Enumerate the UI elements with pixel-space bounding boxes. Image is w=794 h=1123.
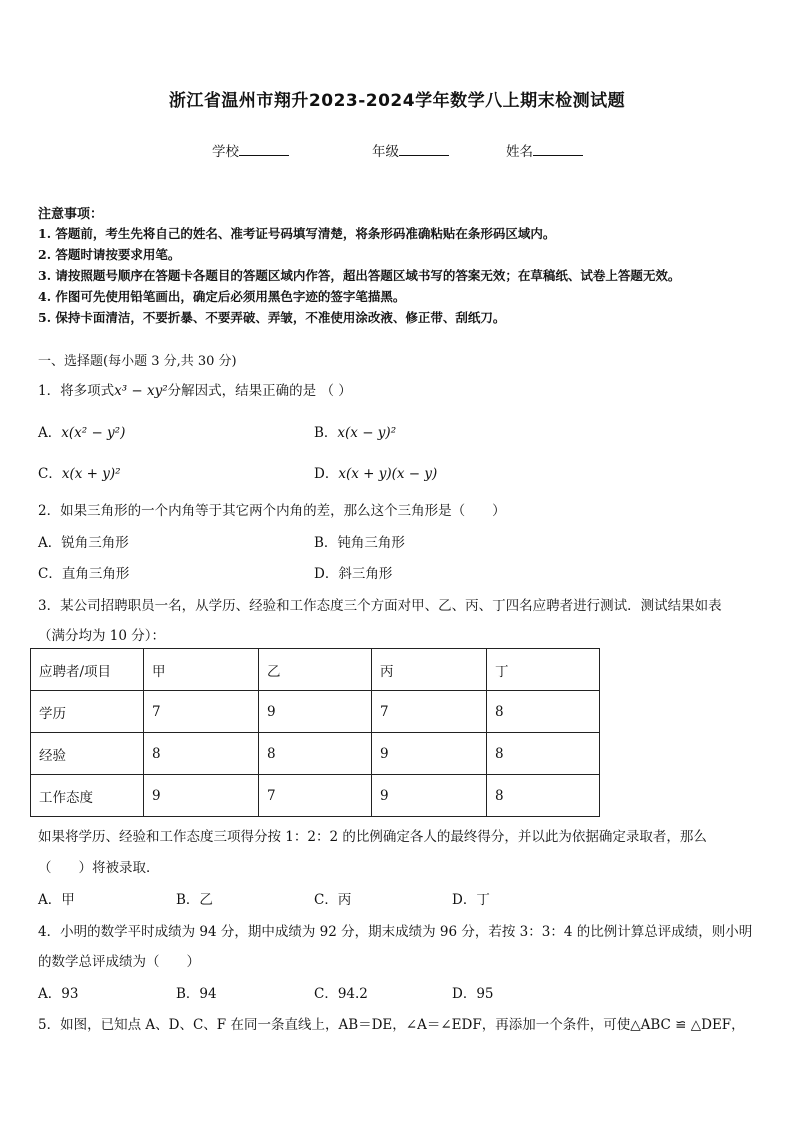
option-letter: C． [38, 466, 62, 482]
name-field [506, 140, 583, 160]
school-field [212, 140, 289, 160]
question-4-stem-line1: 4．小明的数学平时成绩为 94 分，期中成绩为 92 分，期末成绩为 96 分，若按 3：3：4 的比例计算总评成绩，则小明 [38, 924, 753, 940]
option-letter: A． [38, 425, 62, 441]
option-letter: D． [314, 466, 339, 482]
q1-option-b[interactable] [314, 421, 396, 441]
question-3-followup-line2: （ ）将被录取． [38, 860, 160, 876]
table-cell: 9 [259, 691, 372, 733]
table-cell: 8 [487, 691, 600, 733]
q3-option-c[interactable]: C．丙 [314, 892, 352, 908]
table-cell: 7 [372, 691, 487, 733]
name-blank[interactable] [533, 142, 583, 156]
question-3-stem-line2: （满分均为 10 分）： [38, 628, 166, 644]
option-letter: B． [314, 425, 338, 441]
grade-field [372, 140, 449, 160]
table-cell: 7 [144, 691, 259, 733]
table-cell: 9 [144, 775, 259, 817]
question-2-stem: 2．如果三角形的一个内角等于其它两个内角的差，那么这个三角形是（ ） [38, 503, 506, 519]
table-header-row [31, 649, 600, 691]
table-cell: 8 [259, 733, 372, 775]
table-header-cell: 乙 [259, 649, 372, 691]
q4-option-c[interactable]: C．94.2 [314, 986, 368, 1002]
table-cell: 8 [487, 733, 600, 775]
table-header-cell: 甲 [144, 649, 259, 691]
question-1-stem [38, 379, 352, 399]
q3-option-b[interactable]: B．乙 [176, 892, 213, 908]
table-cell: 工作态度 [31, 775, 144, 817]
grade-blank[interactable] [399, 142, 449, 156]
option-expression: x(x² − y²) [61, 425, 126, 441]
q1-prefix: 1．将多项式 [38, 383, 115, 399]
q4-option-a[interactable]: A．93 [38, 986, 79, 1002]
table-cell: 8 [487, 775, 600, 817]
table-row [31, 691, 600, 733]
q2-option-b[interactable]: B．钝角三角形 [314, 535, 405, 551]
question-5-stem: 5．如图，已知点 A、D、C、F 在同一条直线上，AB＝DE，∠A＝∠EDF，再添加一个条件，可使△ABC ≌ △DEF， [38, 1017, 745, 1033]
school-blank[interactable] [239, 142, 289, 156]
q3-option-a[interactable]: A．甲 [38, 892, 75, 908]
q1-option-c[interactable] [38, 462, 121, 482]
note-item: 5. 保持卡面清洁，不要折暴、不要弄破、弄皱，不准使用涂改液、修正带、刮纸刀。 [38, 310, 506, 325]
q4-option-d[interactable]: D．95 [452, 986, 494, 1002]
q1-option-d[interactable] [314, 462, 437, 482]
q2-option-c[interactable]: C．直角三角形 [38, 566, 130, 582]
q1-suffix: 分解因式，结果正确的是 （ ） [167, 383, 352, 399]
q2-option-d[interactable]: D．斜三角形 [314, 566, 393, 582]
option-expression: x(x − y)² [337, 425, 397, 441]
school-label: 学校 [212, 144, 239, 160]
note-item: 2. 答题时请按要求用笔。 [38, 247, 181, 262]
note-item: 4. 作图可先使用铅笔画出，确定后必须用黑色字迹的签字笔描黑。 [38, 289, 406, 304]
q4-option-b[interactable]: B．94 [176, 986, 217, 1002]
table-cell: 经验 [31, 733, 144, 775]
notes-heading: 注意事项： [38, 207, 104, 222]
score-table [30, 648, 600, 817]
table-cell: 学历 [31, 691, 144, 733]
table-row [31, 775, 600, 817]
section-heading: 一、选择题(每小题 3 分,共 30 分) [38, 354, 237, 369]
table-row [31, 733, 600, 775]
table-cell: 8 [144, 733, 259, 775]
table-cell: 9 [372, 775, 487, 817]
note-item: 1. 答题前，考生先将自己的姓名、准考证号码填写清楚，将条形码准确粘贴在条形码区域内。 [38, 226, 556, 241]
table-header-cell: 丙 [372, 649, 487, 691]
grade-label: 年级 [372, 144, 399, 160]
option-expression: x(x + y)² [61, 466, 121, 482]
note-item: 3. 请按照题号顺序在答题卡各题目的答题区域内作答，超出答题区域书写的答案无效；在草稿纸、试卷上答题无效。 [38, 268, 681, 283]
q1-expression: x³ − xy² [114, 383, 168, 399]
name-label: 姓名 [506, 144, 533, 160]
q1-option-a[interactable] [38, 421, 125, 441]
option-expression: x(x + y)(x − y) [338, 466, 438, 482]
question-3-followup-line1: 如果将学历、经验和工作态度三项得分按 1：2：2 的比例确定各人的最终得分，并以此为依据确定录取者，那么 [38, 829, 707, 845]
q3-option-d[interactable]: D．丁 [452, 892, 490, 908]
q2-option-a[interactable]: A．锐角三角形 [38, 535, 129, 551]
page-title: 浙江省温州市翔升2023-2024学年数学八上期末检测试题 [168, 91, 626, 111]
question-4-stem-line2: 的数学总评成绩为（ ） [38, 954, 200, 970]
table-header-cell: 应聘者/项目 [31, 649, 144, 691]
table-header-cell: 丁 [487, 649, 600, 691]
table-cell: 9 [372, 733, 487, 775]
question-3-stem-line1: 3．某公司招聘职员一名，从学历、经验和工作态度三个方面对甲、乙、丙、丁四名应聘者进行测试．测试结果如表 [38, 598, 722, 614]
table-cell: 7 [259, 775, 372, 817]
